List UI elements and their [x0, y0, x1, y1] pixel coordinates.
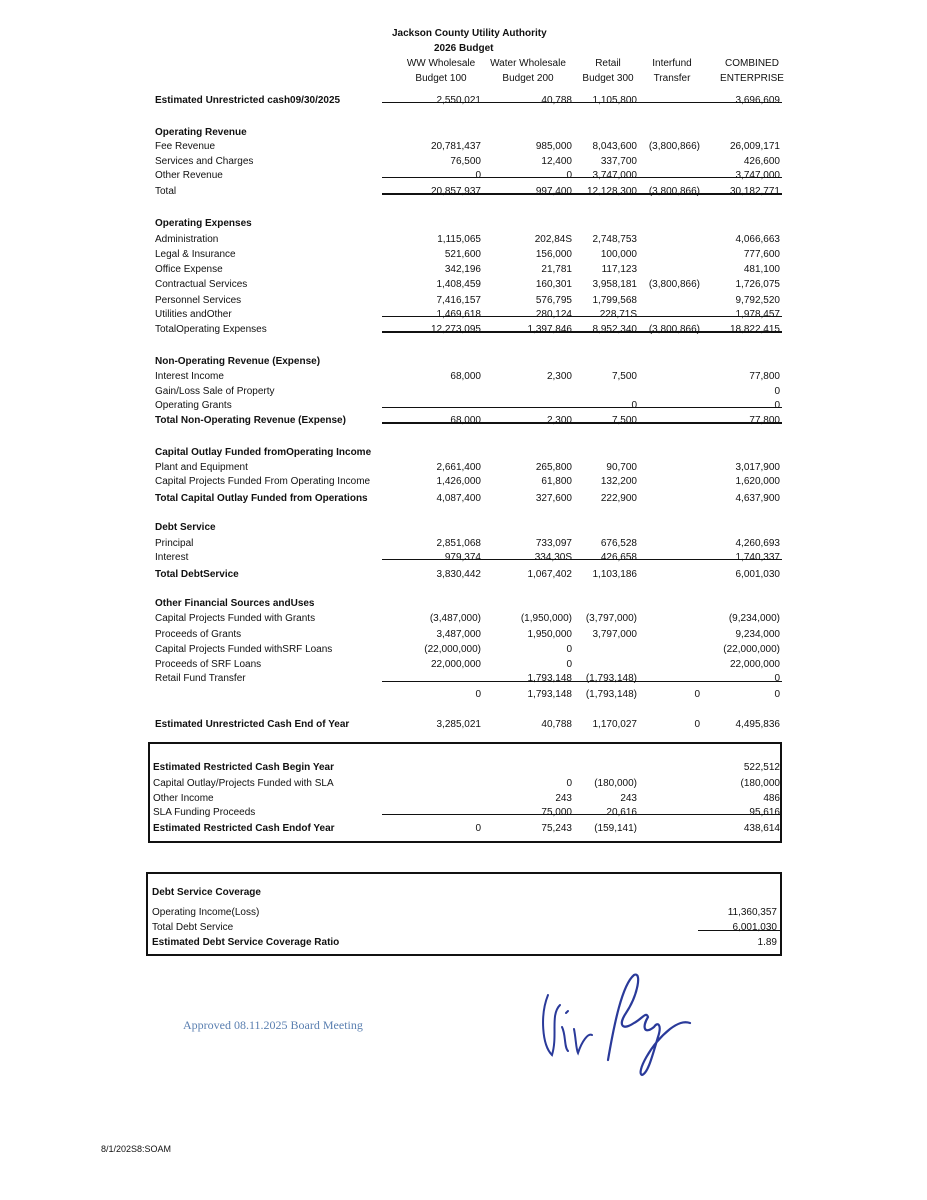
table-cell: 1,620,000: [735, 476, 780, 487]
row-label: Office Expense: [155, 264, 223, 275]
row-label: Total Non-Operating Revenue (Expense): [155, 415, 346, 426]
row-label: Capital Outlay/Projects Funded with SLA: [153, 778, 334, 789]
rule-line: [382, 559, 782, 560]
table-cell: 426,600: [743, 156, 780, 167]
table-cell: 20,781,437: [430, 141, 481, 152]
table-cell: 1,793,148: [527, 673, 572, 684]
row-label: Total: [155, 186, 177, 197]
table-cell: 77,800: [749, 371, 780, 382]
table-cell: 1,067,402: [527, 569, 572, 580]
row-label: Plant and Equipment: [155, 462, 248, 473]
column-header: Budget 200: [502, 73, 554, 84]
table-cell: 2,300: [546, 371, 572, 382]
table-cell: 90,700: [606, 462, 637, 473]
table-cell: 337,700: [600, 156, 637, 167]
table-cell: 1.89: [757, 937, 777, 948]
table-cell: 265,800: [535, 462, 572, 473]
table-cell: 202,84S: [534, 234, 572, 245]
table-cell: 334,30S: [534, 552, 572, 563]
rule-line: [382, 177, 782, 178]
row-label: Other Revenue: [155, 170, 223, 181]
table-cell: 6,001,030: [735, 569, 780, 580]
table-cell: 426,658: [600, 552, 637, 563]
table-cell: 342,196: [444, 264, 481, 275]
table-cell: 40,788: [541, 95, 572, 106]
rule-line: [382, 316, 782, 317]
column-header: Transfer: [653, 73, 691, 84]
column-header: Budget 100: [415, 73, 467, 84]
table-cell: 1,469,618: [436, 309, 481, 320]
table-cell: 228,71S: [599, 309, 637, 320]
table-cell: 68,000: [450, 371, 481, 382]
table-cell: (3,800,866): [648, 279, 700, 290]
table-cell: 2,748,753: [592, 234, 637, 245]
print-timestamp: 8/1/202S8:SOAM: [101, 1144, 172, 1154]
table-cell: 3,830,442: [436, 569, 481, 580]
table-cell: 438,614: [743, 823, 780, 834]
rule-line: [382, 331, 782, 333]
table-cell: 1,115,065: [437, 234, 481, 245]
row-label: Principal: [155, 538, 194, 549]
table-cell: 1,408,459: [436, 279, 481, 290]
table-cell: 20,857,937: [430, 186, 481, 197]
table-cell: 40,788: [541, 719, 572, 730]
row-label: Fee Revenue: [155, 141, 216, 152]
table-cell: 117,123: [601, 264, 637, 275]
row-label: Proceeds of Grants: [155, 629, 242, 640]
row-label: Interest: [155, 552, 189, 563]
table-cell: 0: [475, 823, 481, 834]
table-cell: (3,487,000): [429, 613, 481, 624]
table-cell: 0: [566, 778, 572, 789]
table-cell: (22,000,000): [424, 644, 481, 655]
table-cell: 521,600: [444, 249, 481, 260]
rule-line: [382, 407, 782, 408]
column-header: Budget 300: [582, 73, 634, 84]
row-label: Capital Outlay Funded fromOperating Income: [155, 447, 372, 458]
row-label: Debt Service Coverage: [152, 887, 261, 898]
table-cell: (3,800,866): [648, 324, 700, 335]
table-cell: 18,822,415: [729, 324, 780, 335]
row-label: Utilities andOther: [155, 309, 232, 320]
table-cell: 1,793,148: [527, 689, 572, 700]
table-cell: 243: [620, 793, 637, 804]
table-cell: 4,087,400: [436, 493, 481, 504]
approval-note: Approved 08.11.2025 Board Meeting: [183, 1018, 363, 1032]
table-cell: 327,600: [535, 493, 572, 504]
table-cell: 522,512: [743, 762, 780, 773]
row-label: SLA Funding Proceeds: [153, 807, 256, 818]
table-cell: 20,616: [606, 807, 637, 818]
row-label: Operating Income(Loss): [152, 907, 260, 918]
table-cell: 11,360,357: [727, 907, 777, 918]
row-label: Administration: [155, 234, 219, 245]
table-cell: 1,103,186: [592, 569, 637, 580]
table-cell: 1,105,800: [592, 95, 637, 106]
table-cell: 0: [694, 719, 700, 730]
table-cell: 481,100: [743, 264, 780, 275]
row-label: Estimated Restricted Cash Begin Year: [153, 762, 334, 773]
row-label: Other Financial Sources andUses: [155, 598, 315, 609]
table-cell: 1,978,457: [735, 309, 780, 320]
budget-title: 2026 Budget: [434, 43, 494, 54]
table-cell: 0: [774, 386, 780, 397]
table-cell: 12,400: [541, 156, 572, 167]
table-cell: 243: [555, 793, 572, 804]
table-cell: 0: [774, 400, 780, 411]
table-cell: 68,000: [450, 415, 481, 426]
row-label: Debt Service: [155, 522, 216, 533]
table-cell: 0: [475, 689, 481, 700]
table-cell: 100,000: [600, 249, 637, 260]
row-label: Total Debt Service: [152, 922, 234, 933]
table-cell: 0: [774, 689, 780, 700]
table-cell: 9,234,000: [735, 629, 780, 640]
table-cell: 8,043,600: [592, 141, 637, 152]
table-cell: 2,300: [546, 415, 572, 426]
table-cell: (9,234,000): [728, 613, 780, 624]
table-cell: 132,200: [600, 476, 637, 487]
table-cell: 0: [774, 673, 780, 684]
table-cell: 1,740,337: [735, 552, 780, 563]
table-cell: 75,243: [541, 823, 572, 834]
table-cell: 22,000,000: [430, 659, 481, 670]
row-label: Estimated Restricted Cash Endof Year: [153, 823, 335, 834]
table-cell: 280,124: [535, 309, 572, 320]
column-header: COMBINED: [725, 58, 779, 69]
table-cell: 576,795: [535, 295, 572, 306]
signature-image: [530, 965, 700, 1080]
table-cell: 0: [566, 644, 572, 655]
table-cell: 95,616: [749, 807, 780, 818]
column-header: Interfund: [652, 58, 692, 69]
column-header: Water Wholesale: [490, 58, 566, 69]
table-cell: 0: [631, 400, 637, 411]
table-cell: 2,661,400: [436, 462, 481, 473]
row-label: Operating Revenue: [155, 127, 247, 138]
table-cell: 2,550,021: [436, 95, 481, 106]
table-cell: (3,800,866): [648, 186, 700, 197]
rule-line: [698, 930, 782, 931]
table-cell: 985,000: [535, 141, 572, 152]
table-cell: 0: [694, 689, 700, 700]
table-cell: 7,500: [611, 371, 637, 382]
table-cell: 4,066,663: [735, 234, 780, 245]
table-cell: (22,000,000): [723, 644, 780, 655]
table-cell: 3,747,000: [735, 170, 780, 181]
table-cell: 1,170,027: [592, 719, 637, 730]
table-cell: 7,500: [611, 415, 637, 426]
row-label: Retail Fund Transfer: [155, 673, 246, 684]
row-label: TotalOperating Expenses: [155, 324, 267, 335]
column-header: ENTERPRISE: [720, 73, 784, 84]
row-label: Estimated Unrestricted Cash End of Year: [155, 719, 350, 730]
table-cell: (1,793,148): [585, 673, 637, 684]
rule-line: [382, 681, 782, 682]
table-cell: (3,800,866): [648, 141, 700, 152]
row-label: Operating Grants: [155, 400, 232, 411]
table-cell: 222,900: [600, 493, 637, 504]
table-cell: 12,273,095: [430, 324, 481, 335]
table-cell: 4,637,900: [735, 493, 780, 504]
table-cell: 1,726,075: [735, 279, 780, 290]
table-cell: 9,792,520: [735, 295, 780, 306]
row-label: Personnel Services: [155, 295, 242, 306]
table-cell: 3,747,000: [592, 170, 637, 181]
table-cell: 75,000: [541, 807, 572, 818]
table-cell: 61,800: [541, 476, 572, 487]
table-cell: 3,958,181: [592, 279, 637, 290]
table-cell: 1,426,000: [436, 476, 481, 487]
row-label: Operating Expenses: [155, 218, 252, 229]
table-cell: (180,000: [740, 778, 780, 789]
rule-line: [382, 102, 782, 103]
row-label: Other Income: [153, 793, 214, 804]
row-label: Estimated Unrestricted cash09/30/2025: [155, 95, 341, 106]
row-label: Total Capital Outlay Funded from Operations: [155, 493, 368, 504]
table-cell: 22,000,000: [729, 659, 780, 670]
table-cell: 777,600: [743, 249, 780, 260]
table-cell: 8,952,340: [592, 324, 637, 335]
table-cell: 76,500: [450, 156, 481, 167]
table-cell: 12,128,300: [586, 186, 637, 197]
column-header: WW Wholesale: [406, 58, 476, 69]
row-label: Total DebtService: [155, 569, 239, 580]
row-label: Interest Income: [155, 371, 224, 382]
table-cell: 0: [475, 170, 481, 181]
table-cell: 1,950,000: [527, 629, 572, 640]
table-cell: 6,001,030: [732, 922, 777, 933]
row-label: Capital Projects Funded From Operating Income: [155, 476, 371, 487]
table-cell: 1,799,568: [592, 295, 637, 306]
table-cell: 676,528: [600, 538, 637, 549]
table-cell: 30,182,771: [729, 186, 780, 197]
table-cell: 3,487,000: [436, 629, 481, 640]
table-cell: 156,000: [535, 249, 572, 260]
row-label: Estimated Debt Service Coverage Ratio: [152, 937, 340, 948]
table-cell: 3,696,609: [735, 95, 780, 106]
table-cell: 26,009,171: [729, 141, 780, 152]
table-cell: 0: [566, 170, 572, 181]
table-cell: 7,416,157: [436, 295, 481, 306]
rule-line: [382, 193, 782, 195]
table-cell: 0: [566, 659, 572, 670]
table-cell: 160,301: [535, 279, 572, 290]
table-cell: (3,797,000): [585, 613, 637, 624]
table-cell: 3,017,900: [735, 462, 780, 473]
rule-line: [382, 422, 782, 424]
table-cell: 77,800: [749, 415, 780, 426]
column-header: Retail: [595, 58, 621, 69]
table-cell: 4,260,693: [735, 538, 780, 549]
row-label: Gain/Loss Sale of Property: [155, 386, 275, 397]
table-cell: 979,374: [444, 552, 481, 563]
table-cell: 3,285,021: [436, 719, 481, 730]
table-cell: (180,000): [594, 778, 637, 789]
table-cell: (1,793,148): [585, 689, 637, 700]
row-label: Proceeds of SRF Loans: [155, 659, 262, 670]
row-label: Capital Projects Funded withSRF Loans: [155, 644, 333, 655]
table-cell: 21,781: [541, 264, 572, 275]
row-label: Non-Operating Revenue (Expense): [155, 356, 321, 367]
row-label: Capital Projects Funded with Grants: [155, 613, 316, 624]
table-cell: 2,851,068: [436, 538, 481, 549]
table-cell: 1,397,846: [527, 324, 572, 335]
table-cell: 997,400: [535, 186, 572, 197]
row-label: Services and Charges: [155, 156, 254, 167]
row-label: Legal & Insurance: [155, 249, 236, 260]
org-title: Jackson County Utility Authority: [392, 28, 547, 39]
table-cell: 3,797,000: [592, 629, 637, 640]
row-label: Contractual Services: [155, 279, 248, 290]
table-cell: (159,141): [594, 823, 637, 834]
table-cell: 486: [763, 793, 780, 804]
table-cell: (1,950,000): [520, 613, 572, 624]
table-cell: 4,495,836: [735, 719, 780, 730]
table-cell: 733,097: [535, 538, 572, 549]
rule-line: [382, 814, 782, 815]
